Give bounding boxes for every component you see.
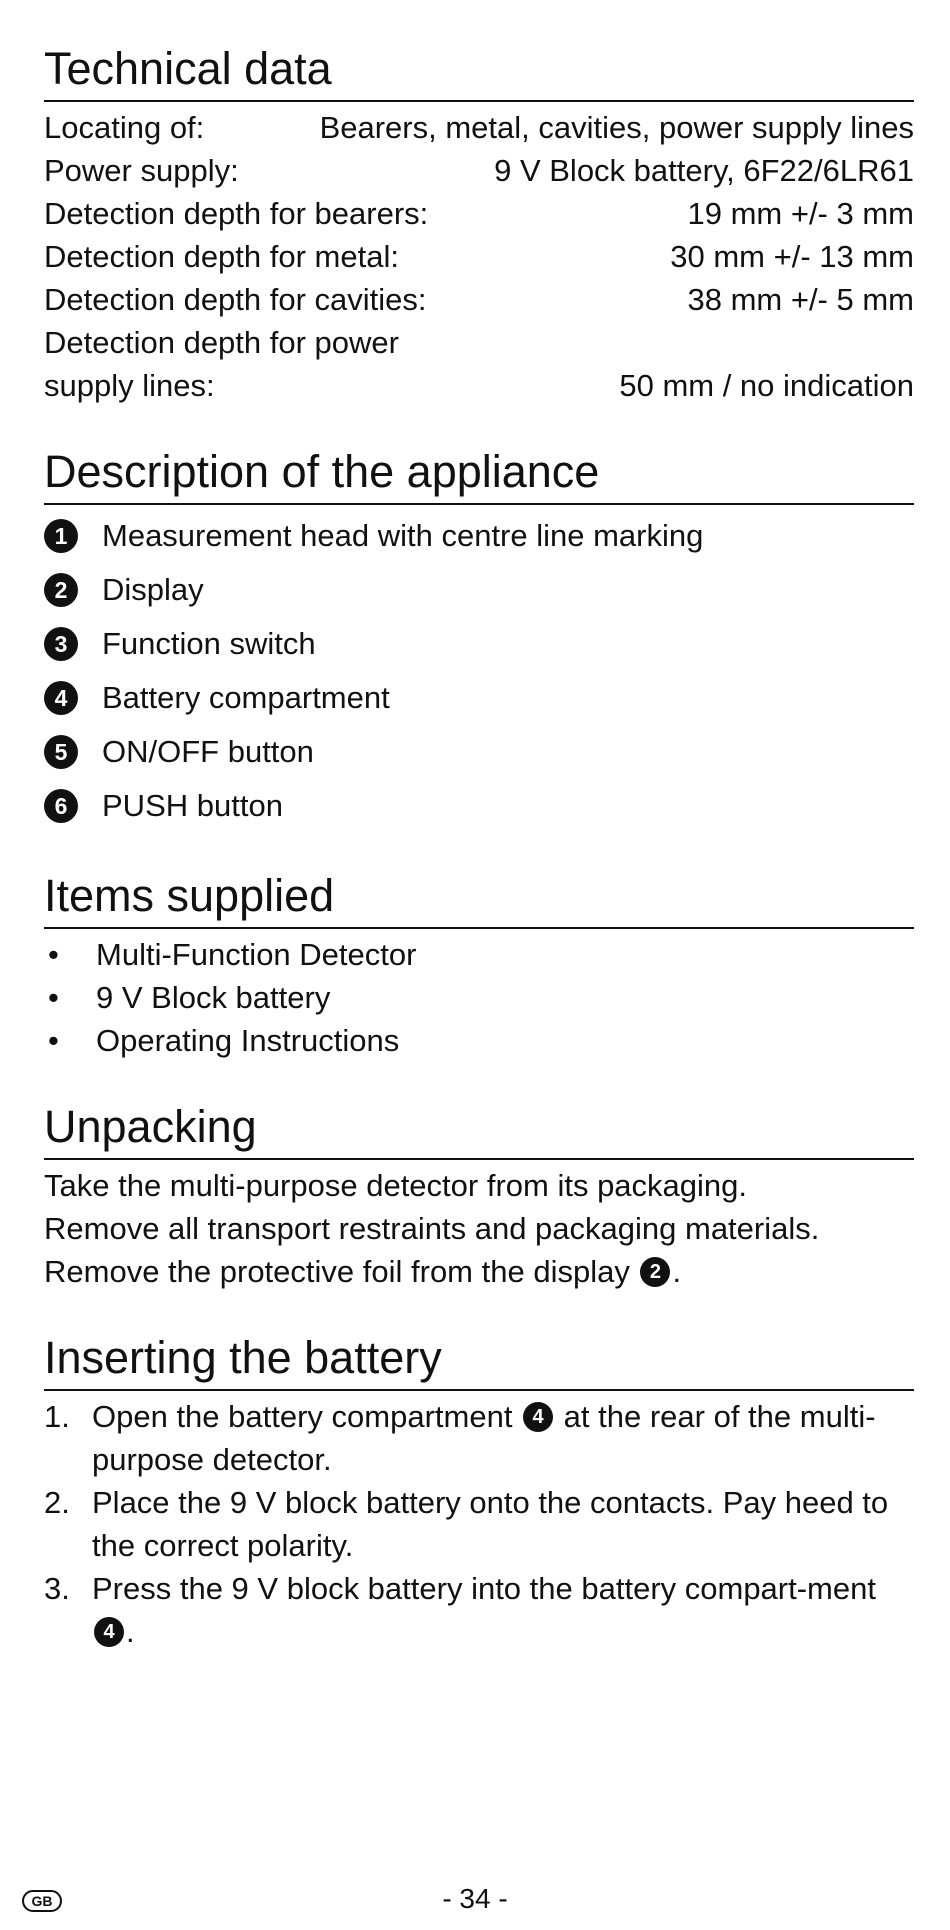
tech-row-bearers (44, 192, 914, 235)
items-supplied-section (44, 867, 914, 1062)
page-number: - 34 - (442, 1883, 508, 1914)
step-number: 2. (44, 1485, 70, 1520)
step-text (92, 1395, 914, 1481)
tech-value: Bearers, metal, cavities, power supply lines (319, 110, 914, 145)
bullet-icon: • (48, 980, 59, 1015)
unpacking-line (44, 1250, 914, 1293)
unpacking-line-text: Remove the protective foil from the display (44, 1254, 639, 1289)
step-item (44, 1481, 914, 1567)
tech-row-cavities (44, 278, 914, 321)
tech-value: 50 mm / no indication (619, 368, 914, 403)
number-badge-icon: 4 (523, 1402, 553, 1432)
manual-page (44, 40, 914, 1653)
country-badge: GB (22, 1890, 62, 1912)
tech-value: 19 mm +/- 3 mm (687, 196, 914, 231)
tech-row-power-lines-line1 (44, 321, 914, 364)
items-supplied-heading: Items supplied (44, 867, 914, 929)
supplied-item-label: Operating Instructions (96, 1023, 400, 1058)
tech-label: Power supply: (44, 153, 239, 188)
description-section (44, 443, 914, 833)
technical-data-heading: Technical data (44, 40, 914, 102)
number-badge-icon: 4 (94, 1617, 124, 1647)
tech-label: Detection depth for bearers: (44, 196, 429, 231)
unpacking-heading: Unpacking (44, 1098, 914, 1160)
number-badge-icon: 4 (44, 681, 78, 715)
tech-value: 9 V Block battery, 6F22/6LR61 (494, 153, 914, 188)
number-badge-icon: 2 (640, 1257, 670, 1287)
number-badge-icon: 1 (44, 519, 78, 553)
tech-value: 30 mm +/- 13 mm (670, 239, 914, 274)
unpacking-section (44, 1098, 914, 1293)
part-label: Measurement head with centre line marking (102, 518, 704, 553)
number-badge-icon: 6 (44, 789, 78, 823)
parts-list-item (44, 617, 914, 671)
step-text-start: Press the 9 V block battery into the battery compart-ment (92, 1571, 876, 1606)
step-text-start: Open the battery compartment (92, 1399, 522, 1434)
step-item (44, 1567, 914, 1653)
number-badge-icon: 2 (44, 573, 78, 607)
tech-label: supply lines: (44, 368, 215, 403)
inserting-battery-heading: Inserting the battery (44, 1329, 914, 1391)
part-label: Display (102, 572, 204, 607)
tech-row-power-lines-line2 (44, 364, 914, 407)
part-label: PUSH button (102, 788, 283, 823)
tech-row-metal (44, 235, 914, 278)
parts-list-item (44, 725, 914, 779)
step-item (44, 1395, 914, 1481)
part-label: Function switch (102, 626, 316, 661)
list-item (44, 1019, 914, 1062)
technical-data-section (44, 40, 914, 407)
number-badge-icon: 5 (44, 735, 78, 769)
step-text (92, 1567, 914, 1653)
tech-label: Detection depth for metal: (44, 239, 399, 274)
inserting-battery-section (44, 1329, 914, 1653)
supplied-item-label: 9 V Block battery (96, 980, 331, 1015)
list-item (44, 933, 914, 976)
parts-list-item (44, 779, 914, 833)
unpacking-line-end: . (672, 1254, 682, 1289)
tech-row-locating (44, 106, 914, 149)
step-number: 3. (44, 1571, 70, 1606)
description-heading: Description of the appliance (44, 443, 914, 505)
parts-list-item (44, 563, 914, 617)
tech-label: Detection depth for cavities: (44, 282, 427, 317)
parts-list (44, 509, 914, 833)
bullet-icon: • (48, 1023, 59, 1058)
tech-label: Detection depth for power (44, 325, 399, 360)
part-label: Battery compartment (102, 680, 390, 715)
parts-list-item (44, 509, 914, 563)
step-text-end: . (126, 1614, 135, 1649)
number-badge-icon: 3 (44, 627, 78, 661)
step-text-end: at the rear of the multi-purpose detector. (92, 1399, 876, 1477)
unpacking-line: Take the multi-purpose detector from its packaging. (44, 1168, 748, 1203)
list-item (44, 976, 914, 1019)
tech-label: Locating of: (44, 110, 205, 145)
unpacking-line: Remove all transport restraints and packaging materials. (44, 1211, 820, 1246)
part-label: ON/OFF button (102, 734, 314, 769)
supplied-item-label: Multi-Function Detector (96, 937, 417, 972)
step-text: Place the 9 V block battery onto the contacts. Pay heed to the correct polarity. (92, 1485, 889, 1563)
tech-row-power-supply (44, 149, 914, 192)
tech-value: 38 mm +/- 5 mm (687, 282, 914, 317)
supplied-items-list (44, 933, 914, 1062)
parts-list-item (44, 671, 914, 725)
battery-steps-list (44, 1395, 914, 1653)
bullet-icon: • (48, 937, 59, 972)
step-number: 1. (44, 1399, 70, 1434)
